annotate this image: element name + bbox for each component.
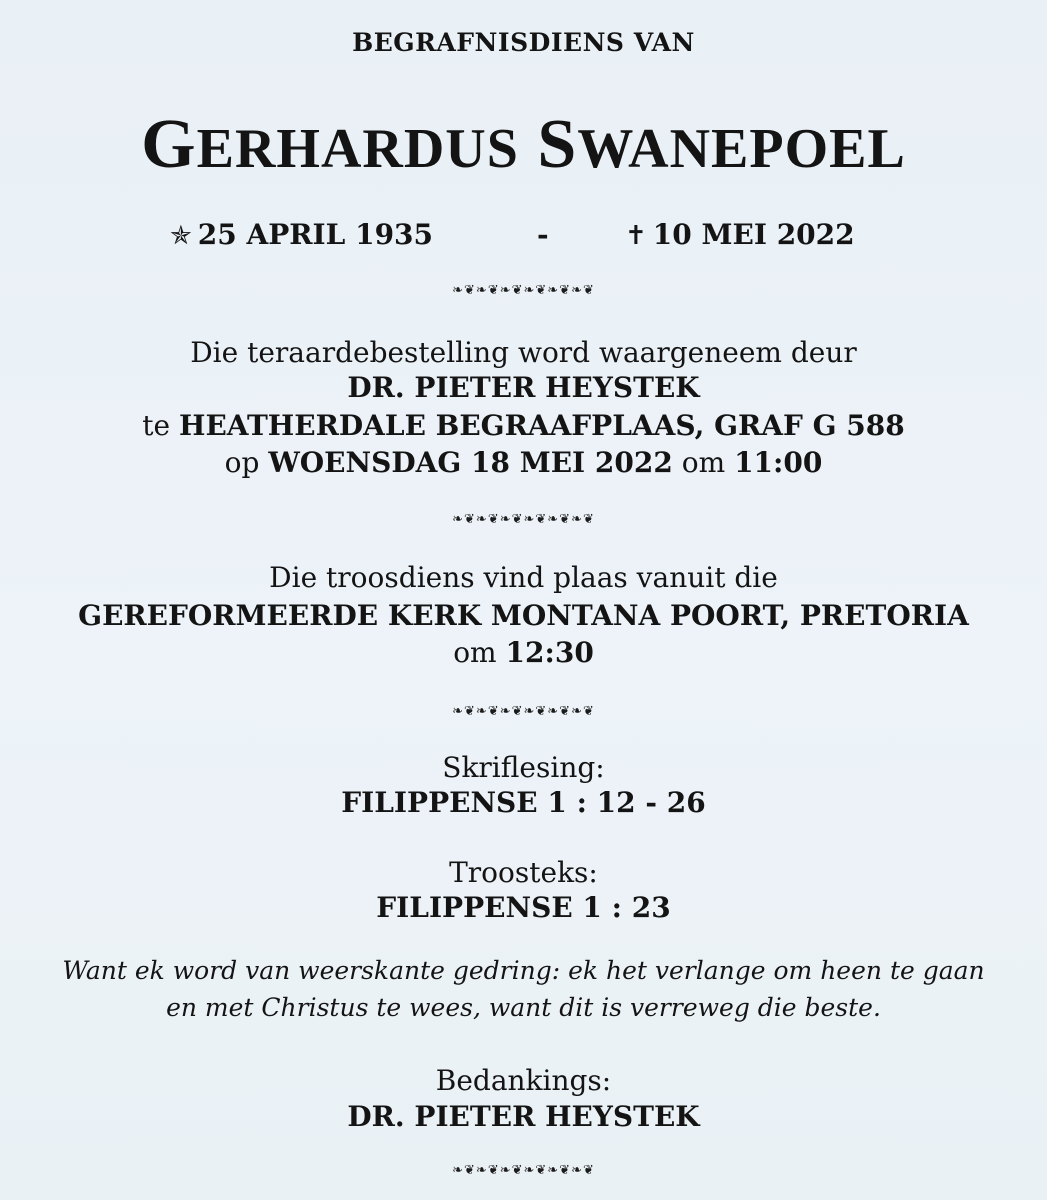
memorial-time-connector: om [453, 636, 497, 669]
comfort-text-reference: FILIPPENSE 1 : 23 [376, 891, 671, 924]
burial-officiant: DR. PIETER HEYSTEK [347, 371, 700, 404]
burial-time: 11:00 [734, 446, 823, 479]
memorial-church: GEREFORMEERDE KERK MONTANA POORT, PRETORIA [78, 599, 969, 632]
name-last-rest: WANEPOEL [577, 118, 906, 180]
service-heading: BEGRAFNISDIENS VAN [352, 28, 695, 57]
death-date: 10 MEI 2022 [652, 218, 855, 251]
ornament-divider: ❧❦❧❦❧❦❧❦❧❦❧❦ [452, 283, 595, 298]
memorial-time-line [0, 635, 1047, 670]
burial-location [0, 408, 1047, 443]
quote-line-2: en met Christus te wees, want dit is verreweg die beste. [166, 993, 881, 1022]
date-separator: - [537, 218, 549, 251]
location-prefix: te [142, 409, 171, 442]
name-first-rest: ERHARDUS [196, 118, 519, 180]
time-connector: om [681, 446, 726, 479]
scripture-label: Skriflesing: [442, 751, 605, 784]
thanks-label: Bedankings: [435, 1064, 612, 1097]
cross-icon: ✝ [625, 221, 647, 251]
birth-date: 25 APRIL 1935 [197, 218, 434, 251]
name-first-initial: G [141, 106, 197, 183]
time-prefix: op [224, 446, 260, 479]
comfort-text-label: Troosteks: [449, 856, 598, 889]
star-icon: ✯ [170, 221, 192, 251]
scripture-reference: FILIPPENSE 1 : 12 - 26 [341, 786, 706, 819]
deceased-name [0, 100, 1047, 194]
quote-line-1: Want ek word van weerskante gedring: ek het verlange om heen te gaan [62, 956, 985, 985]
burial-date: WOENSDAG 18 MEI 2022 [268, 446, 673, 479]
ornament-divider: ❧❦❧❦❧❦❧❦❧❦❧❦ [452, 1163, 595, 1178]
life-dates [0, 218, 1047, 258]
ornament-divider: ❧❦❧❦❧❦❧❦❧❦❧❦ [452, 704, 595, 719]
location-name: HEATHERDALE BEGRAAFPLAAS, GRAF G 588 [178, 409, 905, 442]
memorial-time: 12:30 [505, 636, 594, 669]
ornament-divider: ❧❦❧❦❧❦❧❦❧❦❧❦ [452, 512, 595, 527]
name-last-initial: S [537, 106, 578, 183]
death-date-group [625, 218, 855, 251]
birth-date-group [170, 218, 433, 251]
burial-intro: Die teraardebestelling word waargeneem deur [190, 336, 857, 369]
memorial-intro: Die troosdiens vind plaas vanuit die [269, 561, 778, 594]
burial-datetime [0, 445, 1047, 480]
thanks-name: DR. PIETER HEYSTEK [347, 1100, 700, 1133]
